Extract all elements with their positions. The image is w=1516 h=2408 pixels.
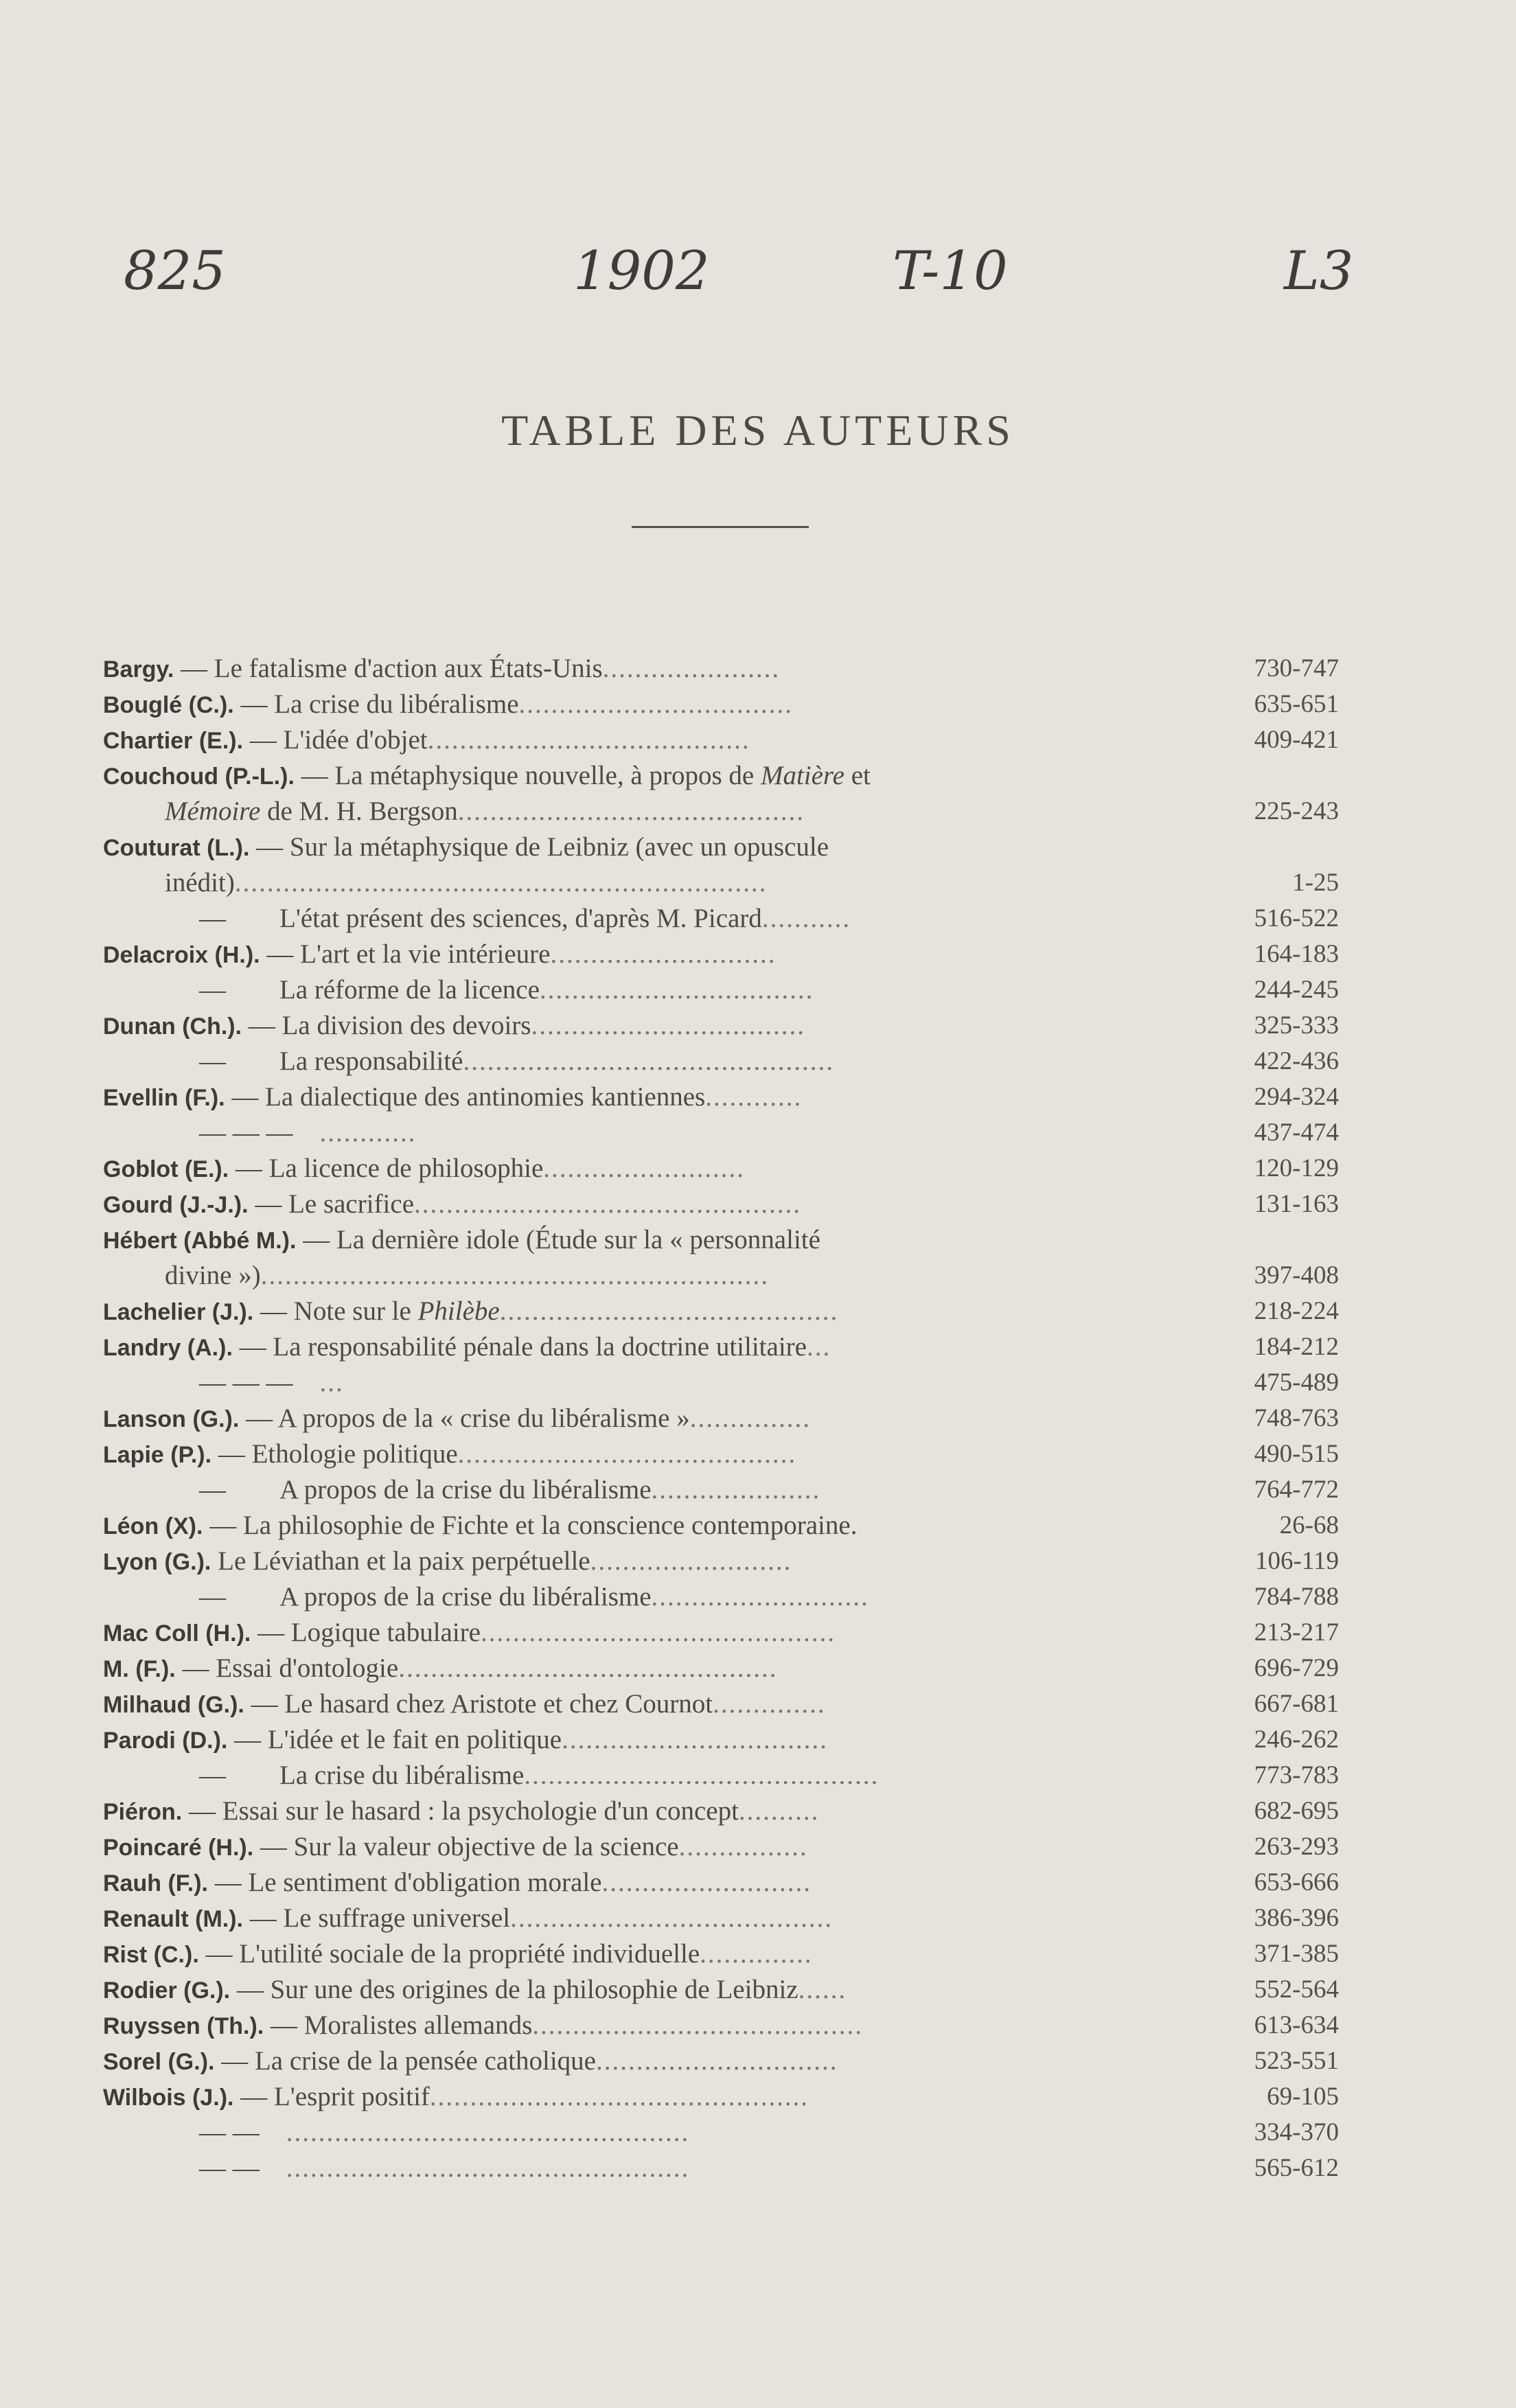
page-range: 120-129 xyxy=(1254,1154,1339,1182)
dot-leader: ............................................ xyxy=(481,1618,836,1647)
page-range: 682-695 xyxy=(1254,1797,1339,1825)
author-name: Bouglé (C.). xyxy=(103,692,234,718)
page-range: 325-333 xyxy=(1254,1011,1339,1040)
entry-title: — Note sur le xyxy=(253,1296,418,1326)
page-range: 475-489 xyxy=(1254,1368,1339,1397)
handwritten-year: 1902 xyxy=(573,240,710,302)
page-range: 552-564 xyxy=(1254,1975,1339,2004)
entry-italic: Mémoire xyxy=(165,796,261,826)
entry-text xyxy=(103,1511,857,1540)
ditto-dashes: — — xyxy=(199,2118,260,2147)
author-name: Milhaud (G.). xyxy=(103,1692,244,1718)
entry-title: — L'idée d'objet xyxy=(243,725,428,755)
entry-title: — La crise du libéralisme xyxy=(233,689,519,719)
page-title: TABLE DES AUTEURS xyxy=(501,406,1015,455)
dot-leader: .......... xyxy=(738,1796,820,1826)
dot-leader: ........................................ xyxy=(510,1903,834,1933)
entry-text xyxy=(165,1261,769,1290)
dot-leader: .......................... xyxy=(601,1868,812,1897)
index-entry xyxy=(103,1865,1339,1901)
author-name: Lanson (G.). xyxy=(103,1406,240,1432)
author-name: Lapie (P.). xyxy=(103,1442,212,1468)
entry-text xyxy=(103,832,829,862)
index-entry xyxy=(103,1222,1339,1258)
page-range: 334-370 xyxy=(1254,2118,1339,2146)
index-entry xyxy=(103,1579,1339,1615)
dot-leader: ............................................ xyxy=(524,1761,880,1790)
entry-text xyxy=(103,1618,836,1647)
entry-title: L'état présent des sciences, d'après M. Picard xyxy=(279,904,762,933)
entry-title: — La dernière idole (Étude sur la « personnalité xyxy=(296,1225,820,1254)
author-name: Poincaré (H.). xyxy=(103,1835,254,1861)
dot-leader: ......................... xyxy=(590,1546,792,1576)
entry-text xyxy=(103,725,750,755)
index-entry xyxy=(103,1901,1339,1936)
page-range: 748-763 xyxy=(1254,1404,1339,1432)
entry-text xyxy=(103,2082,809,2111)
entry-title: — Essai d'ontologie xyxy=(175,1653,399,1683)
author-name: Couchoud (P.-L.). xyxy=(103,764,295,790)
page-range: 565-612 xyxy=(1254,2154,1339,2182)
entry-text xyxy=(199,1368,344,1397)
entry-text xyxy=(165,868,767,897)
index-entry xyxy=(103,972,1339,1008)
author-name: M. (F.). xyxy=(103,1656,176,1682)
entry-text xyxy=(103,1653,777,1683)
author-index xyxy=(103,651,1339,2186)
index-entry xyxy=(103,2151,1339,2186)
page-range: 784-788 xyxy=(1254,1583,1339,1611)
entry-text xyxy=(199,904,851,933)
dot-leader: ............................................... xyxy=(398,1653,778,1683)
entry-title: — La philosophie de Fichte et la conscience contemporaine. xyxy=(203,1511,858,1540)
page-range: 244-245 xyxy=(1254,976,1339,1004)
dot-leader: ...................... xyxy=(602,654,781,683)
author-name: Chartier (E.). xyxy=(103,728,244,754)
entry-text xyxy=(103,1868,812,1897)
entry-text xyxy=(103,1903,833,1933)
entry-title: Le Léviathan et la paix perpétuelle xyxy=(211,1546,590,1576)
entry-continuation: divine ») xyxy=(165,1261,261,1290)
entry-text xyxy=(103,1975,847,2004)
page-range: 164-183 xyxy=(1254,940,1339,968)
entry-text xyxy=(103,1796,819,1826)
index-entry xyxy=(103,1544,1339,1579)
ditto-dashes: — — — xyxy=(199,1118,293,1147)
handwritten-annotations xyxy=(0,240,1516,323)
index-entry xyxy=(103,1758,1339,1793)
entry-title: — Essai sur le hasard : la psychologie d'un concept xyxy=(182,1796,739,1826)
entry-text xyxy=(103,1725,828,1754)
dot-leader: ..................... xyxy=(651,1475,821,1504)
page-range: 371-385 xyxy=(1254,1940,1339,1968)
index-entry xyxy=(103,1972,1339,2008)
index-entry xyxy=(103,865,1339,901)
entry-text xyxy=(199,1118,417,1147)
index-entry xyxy=(103,1472,1339,1508)
entry-title: — Sur la métaphysique de Leibniz (avec un opuscule xyxy=(249,832,829,862)
page-range: 26-68 xyxy=(1279,1511,1339,1539)
entry-text xyxy=(103,1546,792,1576)
index-entry xyxy=(103,1436,1339,1472)
entry-text xyxy=(199,2118,689,2147)
entry-italic: Matière xyxy=(760,761,845,790)
dot-leader: ......................................... xyxy=(532,2010,864,2040)
index-entry xyxy=(103,2008,1339,2043)
index-entry xyxy=(103,1936,1339,1972)
index-entry xyxy=(103,1115,1339,1151)
dot-leader: .................................. xyxy=(539,975,814,1005)
author-name: Renault (M.). xyxy=(103,1906,243,1932)
index-entry xyxy=(103,1829,1339,1865)
entry-title: — Sur la valeur objective de la science xyxy=(253,1832,679,1861)
dot-leader: .............. xyxy=(700,1939,813,1969)
author-name: Gourd (J.-J.). xyxy=(103,1192,249,1218)
page-range: 294-324 xyxy=(1254,1083,1339,1111)
page-range: 764-772 xyxy=(1254,1476,1339,1504)
handwritten-code: L3 xyxy=(1284,240,1354,302)
index-entry xyxy=(103,2079,1339,2115)
index-entry xyxy=(103,1258,1339,1294)
dot-leader: ............ xyxy=(705,1082,803,1112)
dot-leader: .............................. xyxy=(595,2046,838,2076)
entry-text xyxy=(103,1832,808,1861)
index-entry xyxy=(103,1365,1339,1401)
index-entry xyxy=(103,1686,1339,1722)
author-name: Léon (X). xyxy=(103,1513,203,1539)
dot-leader: ........................................ xyxy=(427,725,750,755)
entry-title: — La crise de la pensée catholique xyxy=(214,2046,596,2076)
dot-leader: ............................................... xyxy=(429,2082,809,2111)
index-entry xyxy=(103,1294,1339,1329)
page-range: 437-474 xyxy=(1254,1119,1339,1147)
author-name: Bargy. xyxy=(103,656,174,683)
page-range: 213-217 xyxy=(1254,1618,1339,1647)
page-range: 523-551 xyxy=(1254,2047,1339,2075)
index-entry xyxy=(103,1079,1339,1115)
entry-title: — L'utilité sociale de la propriété individuelle xyxy=(198,1939,700,1969)
author-name: Rauh (F.). xyxy=(103,1870,208,1896)
index-entry xyxy=(103,687,1339,722)
dot-leader: ........................................... xyxy=(457,796,805,826)
entry-title: — L'esprit positif xyxy=(233,2082,430,2111)
entry-title: — Le suffrage universel xyxy=(242,1903,511,1933)
entry-text xyxy=(199,2153,689,2183)
entry-text xyxy=(199,1582,869,1612)
page-range: 246-262 xyxy=(1254,1725,1339,1754)
dot-leader: ............................ xyxy=(550,939,777,969)
entry-title: — Le hasard chez Aristote et chez Cournot xyxy=(244,1689,713,1719)
author-name: Wilbois (J.). xyxy=(103,2085,234,2111)
page-range: 225-243 xyxy=(1254,797,1339,825)
entry-title: A propos de la crise du libéralisme xyxy=(279,1475,652,1504)
author-name: Delacroix (H.). xyxy=(103,942,260,968)
author-name: Rist (C.). xyxy=(103,1942,199,1968)
handwritten-number: 825 xyxy=(124,240,226,302)
index-entry xyxy=(103,651,1339,687)
author-name: Ruyssen (Th.). xyxy=(103,2013,264,2039)
page-range: 653-666 xyxy=(1254,1868,1339,1896)
author-name: Landry (A.). xyxy=(103,1335,233,1361)
index-entry xyxy=(103,1793,1339,1829)
entry-text xyxy=(103,761,871,790)
dot-leader: ........................... xyxy=(651,1582,869,1612)
index-entry xyxy=(103,1401,1339,1436)
dot-leader: ............................................................... xyxy=(260,1261,769,1290)
entry-title: — Moralistes allemands xyxy=(264,2010,533,2040)
entry-text xyxy=(103,689,793,719)
index-entry xyxy=(103,1329,1339,1365)
entry-continuation: de M. H. Bergson xyxy=(260,796,458,826)
dot-leader: ............ xyxy=(319,1118,417,1147)
dot-leader: ................................. xyxy=(562,1725,828,1754)
entry-title: — La responsabilité pénale dans la doctrine utilitaire xyxy=(232,1332,807,1362)
index-entry xyxy=(103,1044,1339,1079)
entry-title: — La dialectique des antinomies kantiennes xyxy=(225,1082,706,1112)
author-name: Evellin (F.). xyxy=(103,1085,225,1111)
entry-text xyxy=(199,1761,879,1790)
author-name: Piéron. xyxy=(103,1799,183,1825)
ditto-dash: — xyxy=(199,1046,226,1076)
page-range: 1-25 xyxy=(1292,869,1339,897)
dot-leader: ...... xyxy=(798,1975,847,2004)
author-name: Goblot (E.). xyxy=(103,1156,229,1182)
entry-title: — L'idée et le fait en politique xyxy=(227,1725,562,1754)
entry-title: — Le sentiment d'obligation morale xyxy=(207,1868,602,1897)
entry-title: La responsabilité xyxy=(279,1046,463,1076)
page-range: 409-421 xyxy=(1254,726,1339,754)
entry-text xyxy=(103,1939,813,1969)
entry-title: — Le fatalisme d'action aux États-Unis xyxy=(174,654,603,683)
dot-leader: .................................................................. xyxy=(234,868,768,897)
page-range: 218-224 xyxy=(1254,1297,1339,1325)
index-entry xyxy=(103,794,1339,829)
author-name: Lyon (G.). xyxy=(103,1549,211,1575)
entry-text xyxy=(103,1189,801,1219)
dot-leader: .................................................. xyxy=(286,2153,690,2183)
page-range: 386-396 xyxy=(1254,1904,1339,1932)
entry-title: La crise du libéralisme xyxy=(279,1761,525,1790)
index-entry xyxy=(103,2115,1339,2151)
entry-title: — La division des devoirs xyxy=(242,1011,531,1040)
entry-text xyxy=(103,1689,826,1719)
dot-leader: .................................. xyxy=(531,1011,805,1040)
page-range: 69-105 xyxy=(1267,2083,1339,2111)
ditto-dashes: — — — xyxy=(199,1368,293,1397)
dot-leader: ................ xyxy=(678,1832,808,1861)
page-range: 730-747 xyxy=(1254,654,1339,683)
entry-title: — L'art et la vie intérieure xyxy=(260,939,551,969)
index-entry xyxy=(103,1615,1339,1651)
index-entry xyxy=(103,1508,1339,1544)
page-range: 106-119 xyxy=(1255,1547,1339,1575)
entry-italic: Philèbe xyxy=(417,1296,500,1326)
entry-text xyxy=(103,939,776,969)
entry-title: — La métaphysique nouvelle, à propos de xyxy=(294,761,761,790)
entry-text xyxy=(103,1332,831,1362)
index-entry xyxy=(103,1151,1339,1186)
dot-leader: ......................... xyxy=(543,1154,746,1183)
page-range: 613-634 xyxy=(1254,2011,1339,2039)
ditto-dash: — xyxy=(199,1761,226,1790)
page-range: 184-212 xyxy=(1254,1333,1339,1361)
index-entry xyxy=(103,1008,1339,1044)
author-name: Hébert (Abbé M.). xyxy=(103,1228,297,1254)
index-entry xyxy=(103,901,1339,937)
entry-text xyxy=(199,1475,820,1504)
dot-leader: ............... xyxy=(689,1403,811,1433)
entry-title: — A propos de la « crise du libéralisme » xyxy=(239,1403,690,1433)
author-name: Sorel (G.). xyxy=(103,2049,215,2075)
index-entry xyxy=(103,829,1339,865)
author-name: Dunan (Ch.). xyxy=(103,1013,242,1040)
entry-text xyxy=(103,1403,811,1433)
entry-text xyxy=(199,975,814,1005)
entry-title: — Ethologie politique xyxy=(211,1439,458,1469)
author-name: Mac Coll (H.). xyxy=(103,1620,251,1647)
index-entry xyxy=(103,1651,1339,1686)
page-range: 263-293 xyxy=(1254,1833,1339,1861)
handwritten-shelfmark: T-10 xyxy=(893,240,1008,302)
index-entry xyxy=(103,1722,1339,1758)
entry-text xyxy=(103,654,780,683)
index-entry xyxy=(103,2043,1339,2079)
page-range: 773-783 xyxy=(1254,1761,1339,1789)
entry-text xyxy=(199,1046,834,1076)
page-range: 635-651 xyxy=(1254,690,1339,718)
ditto-dash: — xyxy=(199,904,226,933)
dot-leader: ................................................ xyxy=(414,1189,802,1219)
entry-text xyxy=(103,1011,805,1040)
entry-text xyxy=(103,1296,838,1326)
dot-leader: .............................................. xyxy=(463,1046,834,1076)
index-entry xyxy=(103,758,1339,794)
ditto-dash: — xyxy=(199,975,226,1005)
dot-leader: ........... xyxy=(761,904,851,933)
page-range: 516-522 xyxy=(1254,904,1339,932)
dot-leader: .............. xyxy=(713,1689,826,1719)
entry-continuation: inédit) xyxy=(165,868,235,897)
dot-leader: .......................................... xyxy=(499,1296,839,1326)
page-range: 131-163 xyxy=(1254,1190,1339,1218)
entry-title: A propos de la crise du libéralisme xyxy=(279,1582,652,1612)
author-name: Parodi (D.). xyxy=(103,1728,228,1754)
dot-leader: .......................................... xyxy=(457,1439,797,1469)
ditto-dashes: — — xyxy=(199,2153,260,2183)
dot-leader: .................................. xyxy=(518,689,794,719)
index-entry xyxy=(103,937,1339,972)
entry-title: — Logique tabulaire xyxy=(251,1618,481,1647)
entry-title: — Le sacrifice xyxy=(248,1189,415,1219)
entry-text xyxy=(103,1082,802,1112)
author-name: Lachelier (J.). xyxy=(103,1299,254,1325)
entry-text xyxy=(103,2010,863,2040)
dot-leader: ... xyxy=(806,1332,831,1362)
ditto-dash: — xyxy=(199,1582,226,1612)
author-name: Rodier (G.). xyxy=(103,1977,231,2004)
page-range: 696-729 xyxy=(1254,1654,1339,1682)
entry-title-end: et xyxy=(844,761,871,790)
entry-title: La réforme de la licence xyxy=(279,975,540,1005)
entry-title: — Sur une des origines de la philosophie de Leibniz xyxy=(230,1975,799,2004)
page-range: 667-681 xyxy=(1254,1690,1339,1718)
entry-text xyxy=(103,2046,838,2076)
page-range: 422-436 xyxy=(1254,1047,1339,1075)
title-rule xyxy=(632,526,809,528)
entry-text xyxy=(103,1225,820,1254)
entry-text xyxy=(103,1439,796,1469)
dot-leader: .................................................. xyxy=(286,2118,690,2147)
entry-text xyxy=(165,796,805,826)
index-entry xyxy=(103,722,1339,758)
entry-text xyxy=(103,1154,745,1183)
entry-title: — La licence de philosophie xyxy=(229,1154,544,1183)
index-entry xyxy=(103,1186,1339,1222)
dot-leader: ... xyxy=(319,1368,344,1397)
author-name: Couturat (L.). xyxy=(103,835,250,861)
page-range: 397-408 xyxy=(1254,1261,1339,1289)
page-range: 490-515 xyxy=(1254,1440,1339,1468)
ditto-dash: — xyxy=(199,1475,226,1504)
